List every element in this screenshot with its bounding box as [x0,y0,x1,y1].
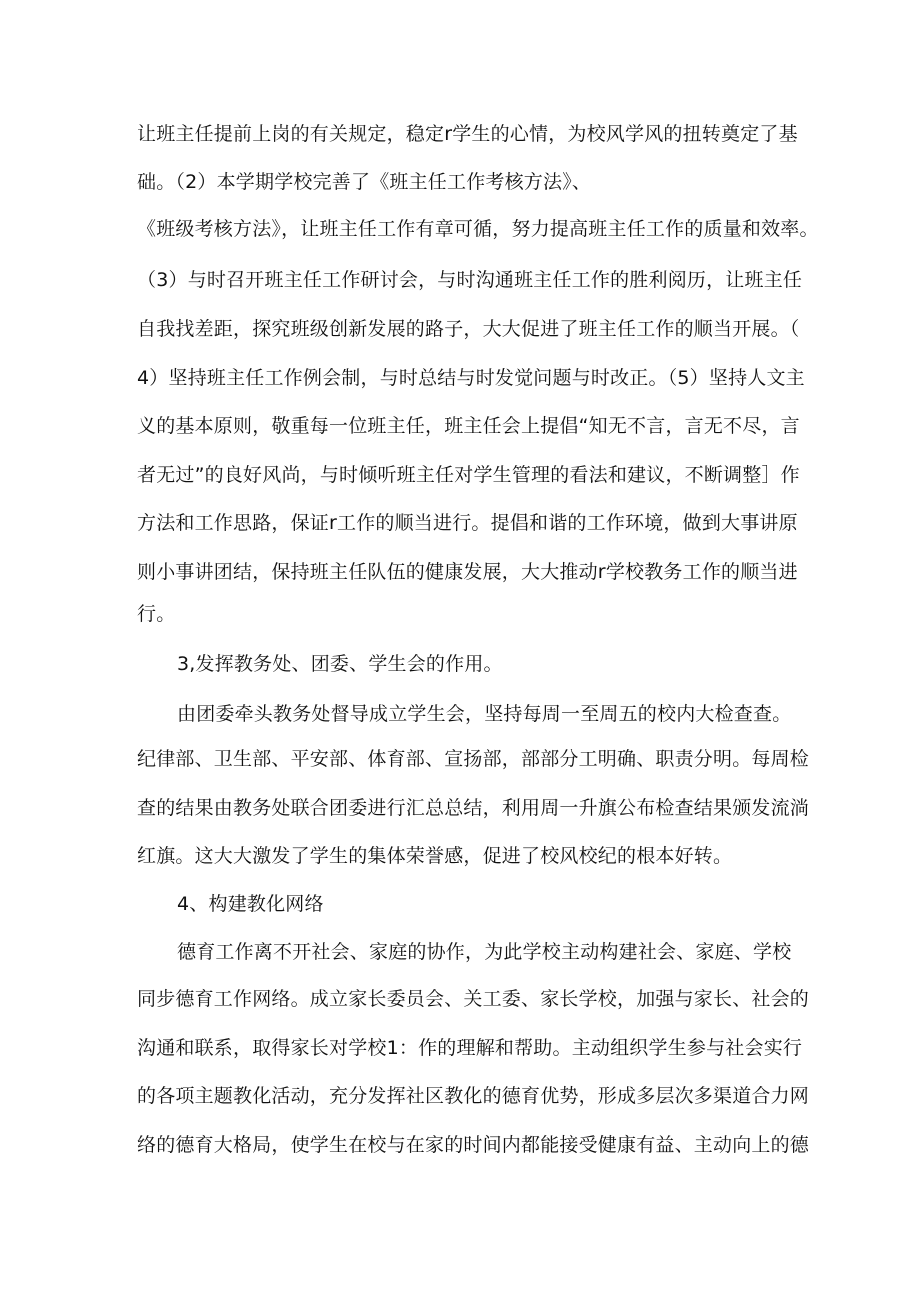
text-line-5: 自我找差距，探究班级创新发展的路子，大大促进了班主任工作的顺当开展。（ [137,318,800,340]
text-line-10: 则小事讲团结，保持班主任队伍的健康发展，大大推动r学校教务工作的顺当进 [137,561,798,583]
text-line-14: 查的结果由教务处联合团委进行汇总总结，利用周一升旗公布检查结果颁发流淌 [137,797,810,819]
text-line-16: 德育工作离不开社会、家庭的协作，为此学校主动构建社会、家庭、学校 [177,941,792,963]
text-line-2: 础。（2）本学期学校完善了《班主任工作考核方法》、 [137,171,592,193]
text-line-1: 让班主任提前上岗的有关规定，稳定r学生的心情，为校风学风的扭转奠定了基 [137,123,798,145]
text-line-15: 红旗。这大大激发了学生的集体荣誉感，促进了校风校纪的根本好转。 [137,845,733,867]
text-line-8: 者无过”的良好风尚，与时倾听班主任对学生管理的看法和建议，不断调整］作 [137,464,800,486]
text-line-17: 同步德育工作网络。成立家长委员会、关工委、家长学校，加强与家长、社会的 [137,988,810,1010]
text-line-18: 沟通和联系，取得家长对学校1：作的理解和帮助。主动组织学生参与社会实行 [137,1037,803,1059]
text-line-3: 《班级考核方法》，让班主任工作有章可循，努力提高班主任工作的质量和效率。 [137,218,819,240]
text-line-11: 行。 [137,603,176,625]
text-line-20: 络的德育大格局，使学生在校与在家的时间内都能接受健康有益、主动向上的德 [137,1134,810,1156]
text-line-13: 纪律部、卫生部、平安部、体育部、宣扬部，部部分工明确、职责分明。每周检 [137,748,810,770]
section-heading-4: 4、构建教化网络 [177,893,324,915]
text-line-9: 方法和工作思路，保证r工作的顺当进行。提倡和谐的工作环境，做到大事讲原 [137,512,798,534]
text-line-7: 义的基本原则，敬重每一位班主任，班主任会上提倡“知无不言，言无不尽，言 [137,415,800,437]
text-line-19: 的各项主题教化活动，充分发挥社区教化的德育优势，形成多层次多渠道合力网 [137,1085,810,1107]
text-line-12: 由团委牵头教务处督导成立学生会，坚持每周一至周五的校内大检查查。 [177,703,792,725]
text-line-4: （3）与时召开班主任工作研讨会，与时沟通班主任工作的胜利阅历，让班主任 [137,269,803,291]
section-heading-3: 3,发挥教务处、团委、学生会的作用。 [177,653,503,675]
text-line-6: 4）坚持班主任工作例会制，与时总结与时发觉问题与时改正。（5）坚持人文主 [137,367,805,389]
